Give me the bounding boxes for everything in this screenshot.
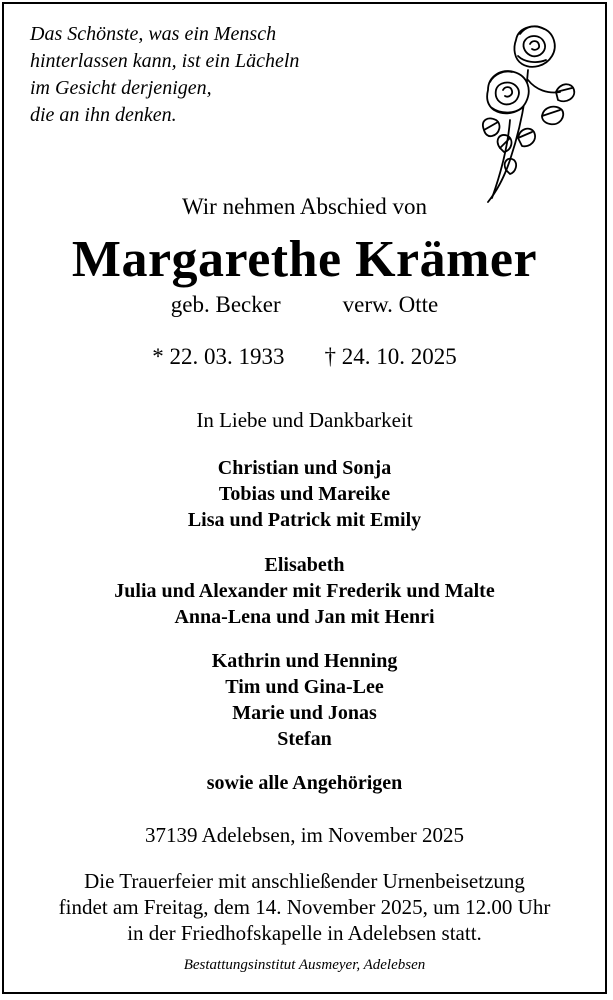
deceased-name: Margarethe Krämer xyxy=(71,231,538,288)
birth-date: * 22. 03. 1933 xyxy=(152,344,285,369)
maiden-name: geb. Becker xyxy=(170,292,281,317)
ceremony-line: Die Trauerfeier mit anschließender Urnenbeisetzung xyxy=(84,869,525,893)
place-date: 37139 Adelebsen, im November 2025 xyxy=(144,823,465,847)
mourner-line: Lisa und Patrick mit Emily xyxy=(187,509,422,531)
mourner-line: Elisabeth xyxy=(264,554,345,576)
death-date: † 24. 10. 2025 xyxy=(324,344,457,369)
intro-line: Wir nehmen Abschied von xyxy=(182,194,427,219)
ceremony-line: in der Friedhofskapelle in Adelebsen statt. xyxy=(127,921,482,945)
mourner-line: Stefan xyxy=(277,728,332,750)
relatives-line: sowie alle Angehörigen xyxy=(206,772,403,794)
mourner-line: Tim und Gina-Lee xyxy=(225,676,384,698)
mourner-group xyxy=(0,552,609,630)
widowed-name: verw. Otte xyxy=(342,292,439,317)
mourner-line: Christian und Sonja xyxy=(217,457,392,479)
poem-line: die an ihn denken. xyxy=(30,104,177,126)
mourner-group xyxy=(0,648,609,752)
mourner-line: Marie und Jonas xyxy=(232,702,377,724)
rose-icon xyxy=(470,20,580,205)
mourner-line: Anna-Lena und Jan mit Henri xyxy=(174,606,435,628)
life-dates xyxy=(0,344,609,370)
ceremony-line: findet am Freitag, dem 14. November 2025, um 12.00 Uhr xyxy=(58,895,551,919)
poem xyxy=(30,21,299,129)
birth-names xyxy=(0,292,609,318)
poem-line: hinterlassen kann, ist ein Lächeln xyxy=(30,50,300,72)
mourner-line: Julia und Alexander mit Frederik und Malte xyxy=(114,580,495,602)
mourner-group xyxy=(0,455,609,533)
mourners-intro: In Liebe und Dankbarkeit xyxy=(196,408,413,432)
ceremony-info xyxy=(0,868,609,946)
mourner-line: Tobias und Mareike xyxy=(218,483,391,505)
undertaker: Bestattungsinstitut Ausmeyer, Adelebsen xyxy=(183,957,426,973)
poem-line: im Gesicht derjenigen, xyxy=(30,77,212,99)
mourner-line: Kathrin und Henning xyxy=(211,650,398,672)
poem-line: Das Schönste, was ein Mensch xyxy=(30,23,277,45)
